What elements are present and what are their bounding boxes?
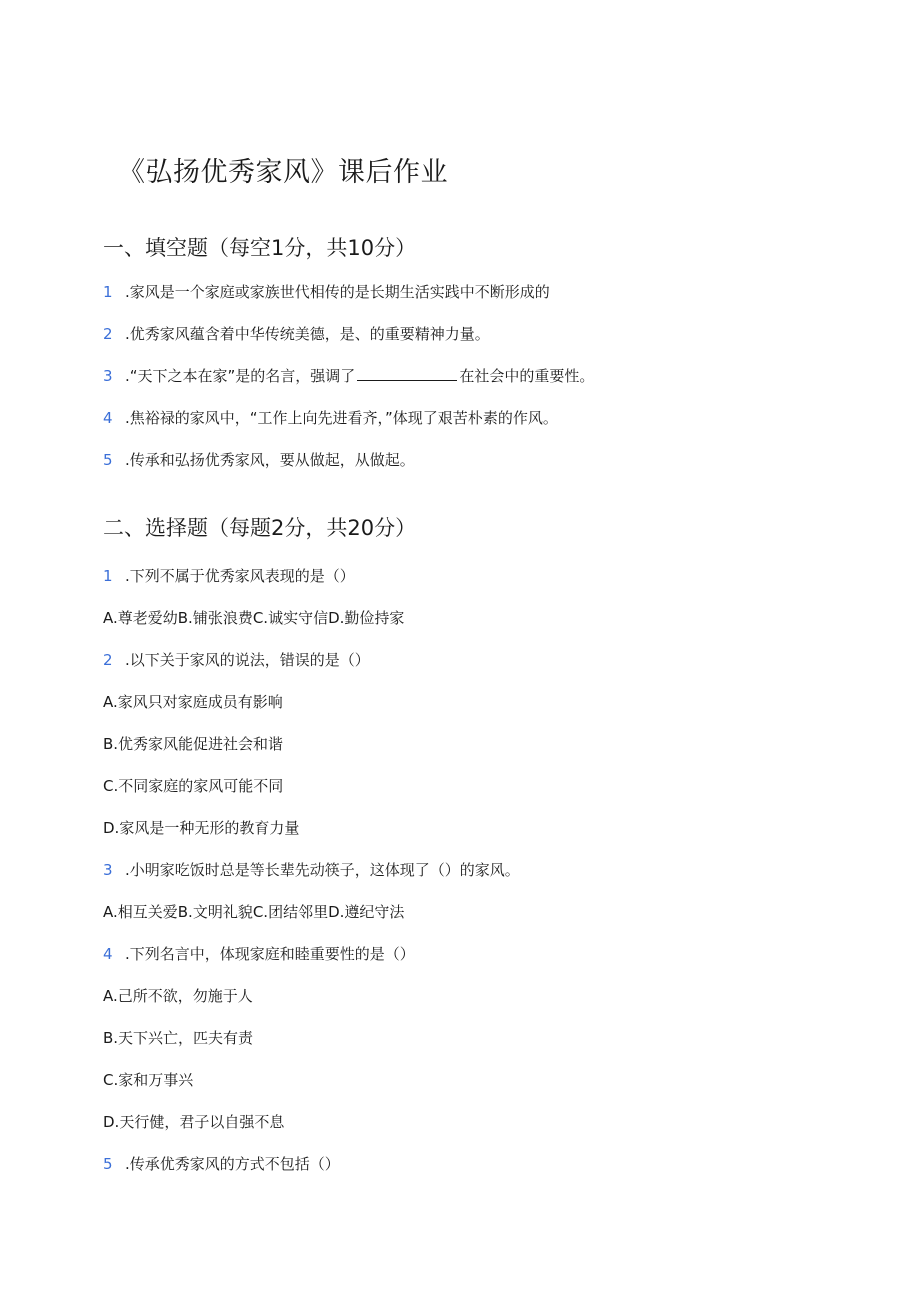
question-text: .下列名言中，体现家庭和睦重要性的是（） (125, 945, 415, 963)
choice-question-2 (103, 650, 370, 670)
question-text: .传承优秀家风的方式不包括（） (125, 1155, 340, 1173)
fill-question-2 (103, 324, 490, 344)
question-number: 5 (103, 451, 113, 469)
answer-blank (357, 366, 457, 381)
choice-question-3 (103, 860, 520, 880)
question-number: 4 (103, 945, 113, 963)
choice-question-1 (103, 566, 355, 586)
question-number: 5 (103, 1155, 113, 1173)
choice-option-a: A.己所不欲，勿施于人 (103, 987, 253, 1005)
question-text: .小明家吃饭时总是等长辈先动筷子，这体现了（）的家风。 (125, 861, 520, 879)
question-number: 2 (103, 325, 113, 343)
choice-option-b: B.优秀家风能促进社会和谐 (103, 735, 284, 753)
question-number: 4 (103, 409, 113, 427)
question-number: 2 (103, 651, 113, 669)
choice-question-5 (103, 1154, 340, 1174)
choice-option-c: C.不同家庭的家风可能不同 (103, 777, 284, 795)
choice-option-d: D.天行健，君子以自强不息 (103, 1113, 285, 1131)
fill-question-4 (103, 408, 558, 428)
question-text-before: .“天下之本在家”是的名言，强调了 (125, 367, 356, 385)
question-number: 1 (103, 283, 113, 301)
question-text: .焦裕禄的家风中，“工作上向先进看齐，”体现了艰苦朴素的作风。 (125, 409, 558, 427)
choice-option-d: D.家风是一种无形的教育力量 (103, 819, 300, 837)
choice-option-b: B.天下兴亡，匹夫有责 (103, 1029, 254, 1047)
question-text: .家风是一个家庭或家族世代相传的是长期生活实践中不断形成的 (125, 283, 550, 301)
fill-question-1 (103, 282, 550, 302)
choice-option-c: C.家和万事兴 (103, 1071, 194, 1089)
choice-options: A.尊老爱幼B.铺张浪费C.诚实守信D.勤俭持家 (103, 609, 405, 627)
choice-question-4 (103, 944, 415, 964)
question-number: 1 (103, 567, 113, 585)
question-text: .传承和弘扬优秀家风，要从做起，从做起。 (125, 451, 415, 469)
question-text: .下列不属于优秀家风表现的是（） (125, 567, 355, 585)
fill-question-3 (103, 366, 594, 386)
choice-option-a: A.家风只对家庭成员有影响 (103, 693, 283, 711)
question-text: .以下关于家风的说法，错误的是（） (125, 651, 370, 669)
document-title: 《弘扬优秀家风》课后作业 (118, 157, 448, 188)
question-number: 3 (103, 861, 113, 879)
section-heading-choice: 二、选择题（每题2分，共20分） (103, 516, 417, 540)
question-text: .优秀家风蕴含着中华传统美德，是、的重要精神力量。 (125, 325, 490, 343)
question-number: 3 (103, 367, 113, 385)
question-text-after: 在社会中的重要性。 (459, 367, 595, 385)
choice-options: A.相互关爱B.文明礼貌C.团结邻里D.遵纪守法 (103, 903, 405, 921)
fill-question-5 (103, 450, 415, 470)
section-heading-fill-in: 一、填空题（每空1分，共10分） (103, 236, 417, 260)
